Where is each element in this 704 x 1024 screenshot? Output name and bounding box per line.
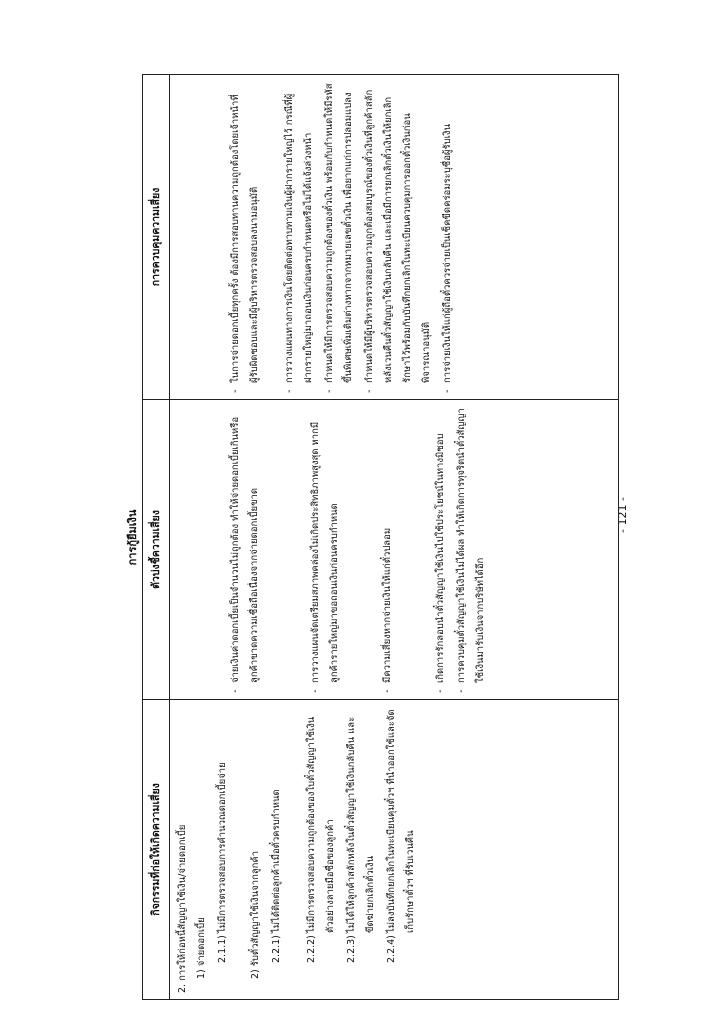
item-number: 2.2.3) bbox=[346, 935, 357, 963]
risk-control-table bbox=[142, 74, 619, 1000]
indicator-item: - เกิดการรักลอบนำตั๋วสัญญาใช้เงินไปใช้ประโยชน์ในทางมิชอบ bbox=[435, 433, 446, 693]
rotated-page-content bbox=[124, 75, 619, 1000]
indicator-item: - จ่ายเงินค่าดอกเบี้ยเป็นจำนวนไม่ถูกต้อง ทำให้จ่ายดอกเบี้ยเกินหรือลูกค้าขาดความเชื่อถือเนื่องจากจ่ายดอกเบี้ยขาด bbox=[230, 416, 260, 693]
table-row bbox=[170, 75, 619, 1000]
activity-item bbox=[213, 706, 232, 993]
item-text: ไม่ได้ติดต่อลูกค้าเมื่อตั๋วครบกำหนด bbox=[271, 789, 282, 933]
section-heading: 2. การให้ก่อหนี้สัญญาใช้เงิน/จ่ายดอกเบี้ย bbox=[177, 824, 188, 993]
document-title: การกู้ยืมเงิน bbox=[126, 509, 139, 566]
subsection-heading: 1) จ่ายดอกเบี้ย bbox=[196, 917, 207, 979]
control-cell bbox=[170, 75, 619, 400]
indicator-item: - การควบคุมตั๋วสัญญาใช้เงินไม่ได้ผล ทำให้เกิดการทุจริตนำตั๋วสัญญาใช้เงินมารับเงินจากบริษัทได้อีก bbox=[456, 408, 486, 693]
item-text: ไม่มีการตรวจสอบการคำนวณดอกเบี้ยจ่าย bbox=[217, 762, 228, 933]
item-number: 2.2.1) bbox=[271, 935, 282, 963]
activity-item bbox=[302, 706, 340, 993]
activity-cell bbox=[170, 700, 619, 1000]
activity-item bbox=[267, 706, 286, 993]
item-text: ไม่มีการตรวจสอบความถูกต้องของใบตั๋วสัญญาใช้เงินตัวอย่างลายมือชื่อของลูกค้า bbox=[306, 716, 336, 933]
item-text: ไม่ได้ให้ลูกค้าสลักหลังในตั๋วสัญญาใช้เงินกลับคืน และขีดฆ่ายกเลิกตั๋วเงิน bbox=[346, 716, 376, 933]
control-item: - ในการจ่ายดอกเบี้ยทุกครั้ง ต้องมีการสอบทานความถูกต้องโดยเจ้าหน้าที่ผู้รับผิดชอบและมีผู้บริหารตรวจสอบลงนามอนุมัติ bbox=[230, 94, 260, 393]
item-text: ไม่ลงบันทึกยกเลิกในทะเบียนคุมตั๋วฯ ที่นำออกใช้และจัดเก็บรักษาตั๋วฯ ที่รับเวนคืน bbox=[386, 709, 416, 933]
column-header-activity: กิจกรรมที่ก่อให้เกิดความเสี่ยง bbox=[143, 700, 170, 1000]
item-number: 2.2.4) bbox=[386, 935, 397, 963]
control-item: - การวางแผนทางการเงินโดยติดต่อทาบทามเงินผู้ฝากรายใหญ่ไว้ กรณีที่ผู้ฝากรายใหญ่มาถอนเงินก่อนครบกำหนดหรือไม่ได้แจ้งล่วงหน้า bbox=[284, 93, 314, 393]
activity-item bbox=[382, 706, 420, 993]
item-number: 2.1.1) bbox=[217, 935, 228, 963]
indicator-cell bbox=[170, 400, 619, 700]
page-number: - 121 - bbox=[616, 497, 629, 533]
control-item: - การจ่ายเงินให้แก่ผู้ถือตั๋วควรจ่ายเป็นเช็คขีดคร่อมระบุชื่อผู้รับเงิน bbox=[442, 124, 453, 393]
control-item: - กำหนดให้มีการตรวจสอบความถูกต้องของตั๋วเงิน พร้อมกับกำหนดให้มีรหัสขึ้นพิเศษเพิ่มเติมต่างหากจากหมายเลขตั๋วเงิน เพื่อยากแก่การปลอมแปลง bbox=[324, 83, 354, 393]
item-number: 2.2.2) bbox=[306, 935, 317, 963]
table-header-row bbox=[143, 75, 170, 1000]
column-header-indicator: ตัวบ่งชี้ความเสี่ยง bbox=[143, 400, 170, 700]
subsection-heading: 2) รับตั๋วสัญญาใช้เงินจากลูกค้า bbox=[250, 850, 261, 979]
column-header-control: การควบคุมความเสี่ยง bbox=[143, 75, 170, 400]
activity-item bbox=[342, 706, 380, 993]
control-item: - กำหนดให้มีผู้บริหารตรวจสอบความถูกต้องสมบูรณ์ของตั๋วเงินที่ลูกค้าสลักหลังเวนคืนตั๋วสัญญาใช้เงินกลับคืน และเมื่อมีการยกเลิกตั๋วเงินให้ยกเลิกรักษาไว้พร้อมกับบันทึกยกเลิกในทะเบียนควบคุมการออกตั๋วเงินก่อนพิจารณาอนุมัติ bbox=[364, 89, 432, 393]
indicator-item: - มีความเสี่ยงหากจ่ายเงินให้แก่ตั๋วปลอม bbox=[382, 527, 393, 693]
indicator-item: - การวางแผนจัดเตรียมสภาพคล่องไม่เกิดประสิทธิภาพสูงสุด หากมีลูกค้ารายใหญ่มาขอถอนเงินก่อนครบกำหนด bbox=[310, 421, 340, 693]
